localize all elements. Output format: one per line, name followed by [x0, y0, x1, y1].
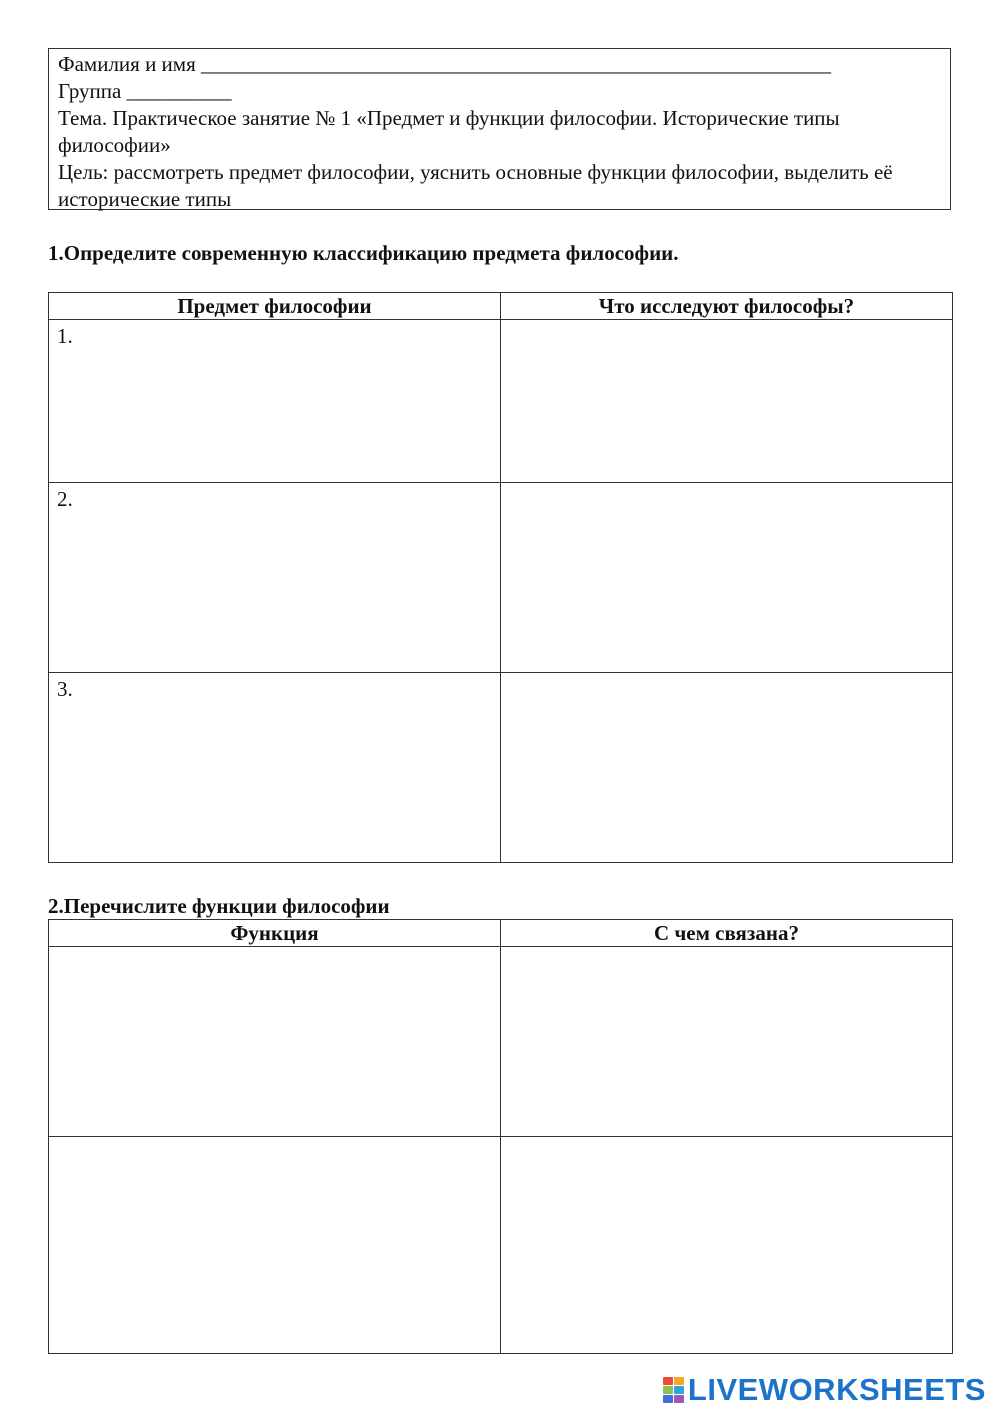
column-header-research: Что исследуют философы? [501, 293, 953, 320]
answer-cell[interactable]: 2. [49, 483, 501, 673]
answer-cell[interactable] [49, 1137, 501, 1354]
student-info-box [48, 48, 951, 210]
topic-line: Тема. Практическое занятие № 1 «Предмет и функции философии. Исторические типы философии» [58, 106, 840, 157]
goal-line: Цель: рассмотреть предмет философии, уяснить основные функции философии, выделить её исторические типы [58, 160, 893, 211]
answer-cell[interactable] [49, 947, 501, 1137]
logo-square [663, 1377, 673, 1385]
logo-square [663, 1395, 673, 1403]
logo-square [674, 1395, 684, 1403]
name-line[interactable]: Фамилия и имя ____________________________________________________________ [58, 52, 831, 76]
answer-cell[interactable] [501, 673, 953, 863]
task2-heading: 2.Перечислите функции философии [48, 894, 390, 918]
column-header-relation: С чем связана? [501, 920, 953, 947]
table-header-row [49, 920, 953, 947]
logo-square [674, 1386, 684, 1394]
table-row [49, 320, 953, 483]
logo-square [674, 1377, 684, 1385]
answer-cell[interactable] [501, 483, 953, 673]
answer-cell[interactable] [501, 320, 953, 483]
answer-cell[interactable] [501, 947, 953, 1137]
answer-cell[interactable]: 1. [49, 320, 501, 483]
table-row [49, 947, 953, 1137]
functions-table [48, 919, 953, 1354]
logo-mark-icon [663, 1377, 684, 1403]
answer-cell[interactable]: 3. [49, 673, 501, 863]
table-row [49, 483, 953, 673]
liveworksheets-logo [663, 1373, 986, 1407]
group-line[interactable]: Группа __________ [58, 79, 232, 103]
logo-square [663, 1386, 673, 1394]
column-header-function: Функция [49, 920, 501, 947]
logo-text: LIVEWORKSHEETS [687, 1372, 986, 1407]
task1-heading: 1.Определите современную классификацию предмета философии. [48, 241, 679, 265]
table-row [49, 673, 953, 863]
table-row [49, 1137, 953, 1354]
column-header-subject: Предмет философии [49, 293, 501, 320]
answer-cell[interactable] [501, 1137, 953, 1354]
subject-table [48, 292, 953, 863]
table-header-row [49, 293, 953, 320]
